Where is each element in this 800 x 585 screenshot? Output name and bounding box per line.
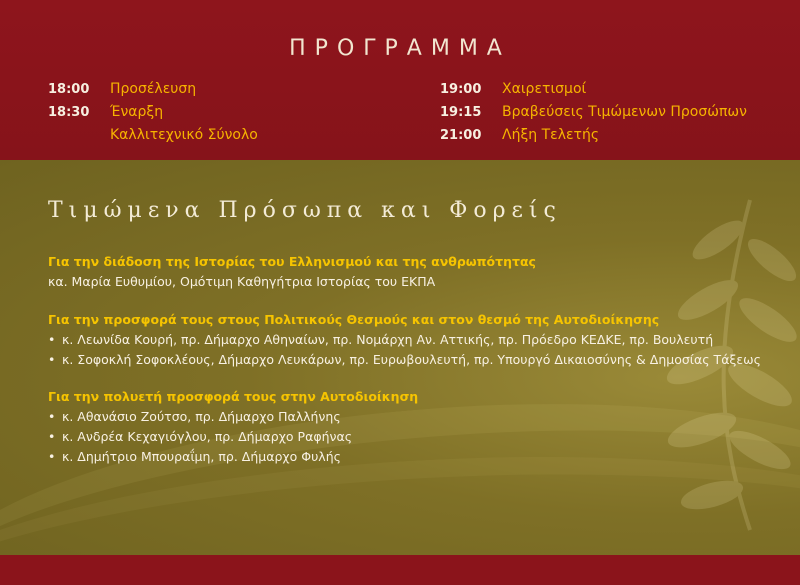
program-section xyxy=(0,0,800,160)
schedule-time: 18:30 xyxy=(48,105,90,120)
honor-group xyxy=(48,387,418,467)
honor-group xyxy=(48,310,761,370)
schedule-time: 18:00 xyxy=(48,82,90,97)
schedule-event: Χαιρετισμοί xyxy=(502,81,587,97)
honoree-line xyxy=(48,350,761,370)
honorees-section xyxy=(0,160,800,555)
honoree-text: κ. Ανδρέα Κεχαγιόγλου, πρ. Δήμαρχο Ραφήνας xyxy=(61,429,353,444)
bullet: • xyxy=(48,352,56,367)
schedule-row xyxy=(48,101,258,124)
honor-group-heading: Για την διάδοση της Ιστορίας του Ελληνισμού και της ανθρωπότητας xyxy=(48,254,536,269)
honoree-line xyxy=(48,272,536,292)
schedule-time: 19:00 xyxy=(440,82,482,97)
bullet: • xyxy=(48,449,56,464)
honoree-line xyxy=(48,427,418,447)
schedule-row xyxy=(440,101,747,124)
schedule-left-column xyxy=(48,78,258,147)
schedule-row xyxy=(440,78,747,101)
honoree-line xyxy=(48,447,418,467)
honoree-text: κα. Μαρία Ευθυμίου, Ομότιμη Καθηγήτρια Ιστορίας του ΕΚΠΑ xyxy=(48,274,436,289)
schedule-time: 19:15 xyxy=(440,105,482,120)
honoree-text: κ. Αθανάσιο Ζούτσο, πρ. Δήμαρχο Παλλήνης xyxy=(61,409,341,424)
honoree-text: κ. Λεωνίδα Κουρή, πρ. Δήμαρχο Αθηναίων, πρ. Νομάρχη Αν. Αττικής, πρ. Πρόεδρο ΚΕΔΚΕ, πρ. Βουλευτή xyxy=(61,332,714,347)
schedule-time: 21:00 xyxy=(440,128,482,143)
bullet: • xyxy=(48,409,56,424)
schedule-row xyxy=(440,124,747,147)
program-title: ΠΡΟΓΡΑΜΜΑ xyxy=(289,36,511,61)
schedule-row xyxy=(48,124,258,147)
bottom-band xyxy=(0,555,800,585)
schedule-event: Έναρξη xyxy=(110,104,164,120)
schedule-right-column xyxy=(440,78,747,147)
schedule-event: Καλλιτεχνικό Σύνολο xyxy=(110,127,258,143)
honor-group-heading: Για την προσφορά τους στους Πολιτικούς Θεσμούς και στον θεσμό της Αυτοδιοίκησης xyxy=(48,312,660,327)
bullet: • xyxy=(48,332,56,347)
schedule-event: Βραβεύσεις Τιμώμενων Προσώπων xyxy=(502,104,747,120)
honoree-line xyxy=(48,407,418,427)
honoree-text: κ. Δημήτριο Μπουραΐμη, πρ. Δήμαρχο Φυλής xyxy=(61,449,341,464)
honoree-text: κ. Σοφοκλή Σοφοκλέους, Δήμαρχο Λευκάρων, πρ. Ευρωβουλευτή, πρ. Υπουργό Δικαιοσύνης & Δημοσίας Τάξεως xyxy=(61,352,761,367)
honor-group-heading: Για την πολυετή προσφορά τους στην Αυτοδιοίκηση xyxy=(48,389,419,404)
bullet: • xyxy=(48,429,56,444)
honoree-line xyxy=(48,330,761,350)
schedule-event: Προσέλευση xyxy=(110,81,197,97)
schedule-row xyxy=(48,78,258,101)
honor-group xyxy=(48,252,536,292)
honorees-title: Τιμώμενα Πρόσωπα και Φορείς xyxy=(48,198,562,223)
schedule-event: Λήξη Τελετής xyxy=(502,127,600,143)
